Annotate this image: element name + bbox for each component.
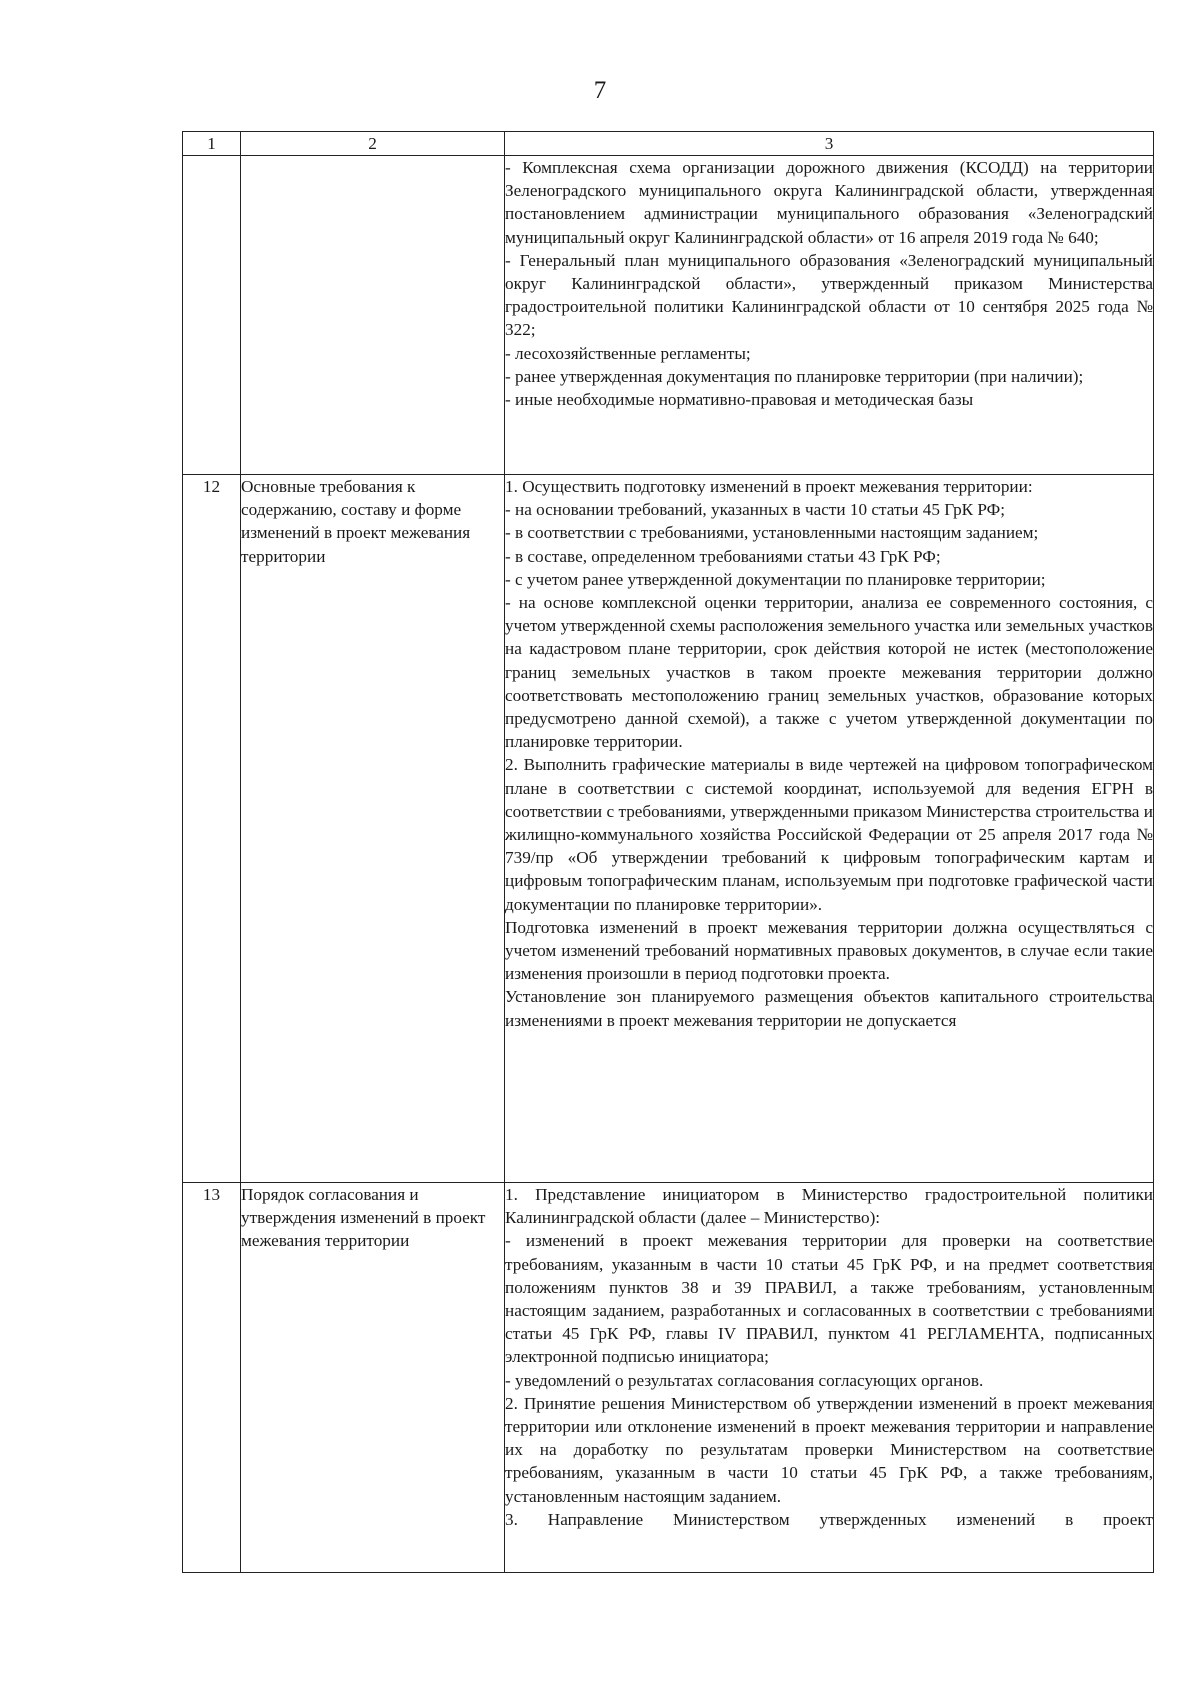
paragraph: 2. Выполнить графические материалы в виде чертежей на цифровом топографическом плане в соответствии с системой координат, используемой для ведения ЕГРН в соответствии с требованиями, утвержденными приказом Министерства строительства и жилищно-коммунального хозяйства Российской Федерации от 25 апреля 2017 года № 739/пр «Об утверждении требований к цифровым топографическим картам и цифровым топографическим планам, используемым при подготовке графической части документации по планировке территории». bbox=[505, 755, 1153, 914]
row-content bbox=[505, 1183, 1154, 1573]
paragraph: - на основании требований, указанных в части 10 статьи 45 ГрК РФ; bbox=[505, 500, 1006, 520]
paragraph: 1. Представление инициатором в Министерство градостроительной политики Калининградской области (далее – Министерство): bbox=[505, 1185, 1153, 1228]
paragraph: Установление зон планируемого размещения объектов капитального строительства изменениями в проект межевания территории не допускается bbox=[505, 987, 1153, 1030]
paragraph: - на основе комплексной оценки территории, анализа ее современного состояния, с учетом утвержденной схемы расположения земельного участка или земельных участков на кадастровом плане территории, срок действия которой не истек (местоположение границ земельных участков в таком проекте межевания территории должно соответствовать местоположению границ земельных участков, образование которых предусмотрено данной схемой), а также с учетом утвержденной документации по планировке территории. bbox=[505, 593, 1153, 752]
paragraph: - лесохозяйственные регламенты; bbox=[505, 343, 751, 363]
row-title bbox=[241, 156, 505, 475]
paragraph: - Комплексная схема организации дорожного движения (КСОДД) на территории Зеленоградского муниципального округа Калининградской области, утвержденная постановлением администрации муниципального образования «Зеленоградский муниципальный округ Калининградской области» от 16 апреля 2019 года № 640; bbox=[505, 158, 1153, 247]
row-number bbox=[183, 156, 241, 475]
paragraph: - уведомлений о результатах согласования согласующих органов. bbox=[505, 1370, 984, 1390]
paragraph: 1. Осуществить подготовку изменений в проект межевания территории: bbox=[505, 477, 1033, 496]
paragraph: 2. Принятие решения Министерством об утверждении изменений в проект межевания территории или отклонение изменений в проект межевания территории и направление их на доработку по результатам проверки Министерством на соответствие требованиям, указанным в части 10 статьи 45 ГрК РФ, а также требованиям, установленным настоящим заданием. bbox=[505, 1393, 1153, 1506]
header-col-2: 2 bbox=[241, 132, 505, 156]
table-row bbox=[183, 156, 1154, 475]
paragraph: - с учетом ранее утвержденной документации по планировке территории; bbox=[505, 569, 1046, 589]
table-header-row bbox=[183, 132, 1154, 156]
paragraph: 3. Направление Министерством утвержденных изменений в проект bbox=[505, 1509, 1153, 1529]
row-content bbox=[505, 475, 1154, 1183]
paragraph: - иные необходимые нормативно-правовая и методическая базы bbox=[505, 390, 974, 410]
paragraph: - в соответствии с требованиями, установленными настоящим заданием; bbox=[505, 523, 1039, 543]
header-col-3: 3 bbox=[505, 132, 1154, 156]
requirements-table bbox=[182, 131, 1154, 1573]
row-title: Порядок согласования и утверждения изменений в проект межевания территории bbox=[241, 1183, 505, 1573]
paragraph: - изменений в проект межевания территории для проверки на соответствие требованиям, указанным в части 10 статьи 45 ГрК РФ, и на предмет соответствия положениям пунктов 38 и 39 ПРАВИЛ, а также требованиям, установленным настоящим заданием, разработанных и согласованных в соответствии с требованиями статьи 45 ГрК РФ, главы IV ПРАВИЛ, пунктом 41 РЕГЛАМЕНТА, подписанных электронной подписью инициатора; bbox=[505, 1231, 1153, 1367]
page-number: 7 bbox=[593, 77, 607, 104]
paragraph: Подготовка изменений в проект межевания территории должна осуществляться с учетом изменений требований нормативных правовых документов, в случае если такие изменения произошли в период подготовки проекта. bbox=[505, 917, 1153, 984]
row-content bbox=[505, 156, 1154, 475]
table-row bbox=[183, 1183, 1154, 1573]
header-col-1: 1 bbox=[183, 132, 241, 156]
row-number: 13 bbox=[183, 1183, 241, 1573]
paragraph: - Генеральный план муниципального образования «Зеленоградский муниципальный округ Калининградской области», утвержденный приказом Министерства градостроительной политики Калининградской области от 10 сентября 2025 года № 322; bbox=[505, 250, 1153, 340]
table-row bbox=[183, 475, 1154, 1183]
paragraph: - в составе, определенном требованиями статьи 43 ГрК РФ; bbox=[505, 546, 941, 566]
row-title: Основные требования к содержанию, составу и форме изменений в проект межевания территории bbox=[241, 475, 505, 1183]
paragraph: - ранее утвержденная документация по планировке территории (при наличии); bbox=[505, 366, 1084, 386]
row-number: 12 bbox=[183, 475, 241, 1183]
